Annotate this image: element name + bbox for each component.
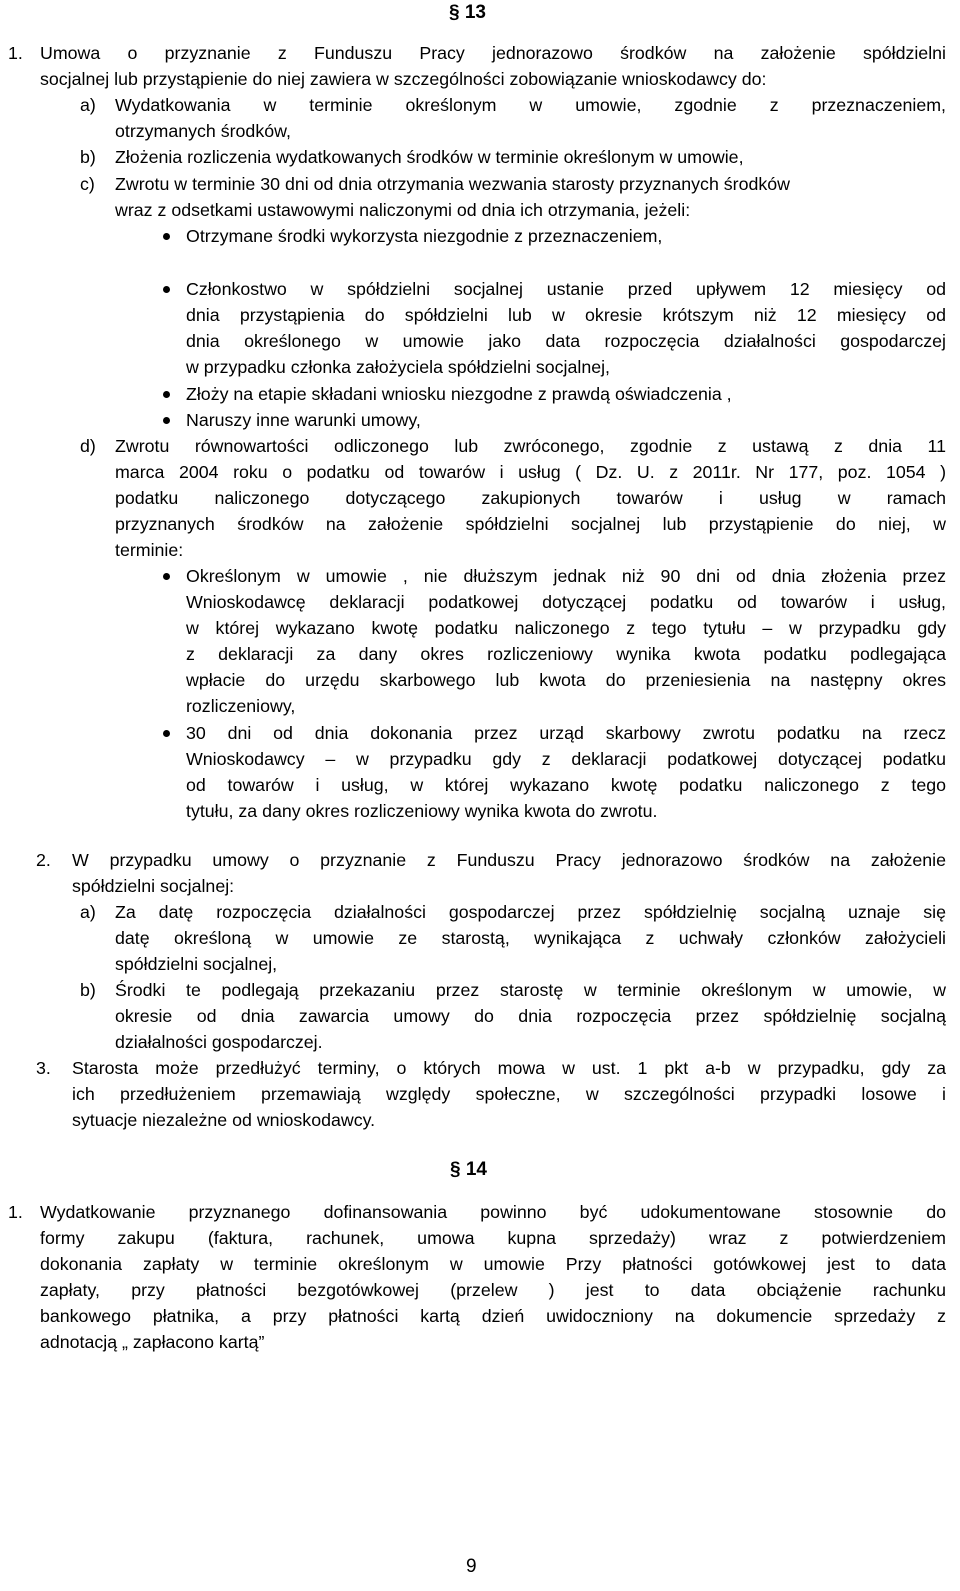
s13-c-bullet2-line2: dnia przystąpienia do spółdzielni lub w okresie krótszym niż 12 miesięcy od [186, 305, 946, 325]
bullet-dot [163, 573, 170, 580]
s13-p1-c-line2: wraz z odsetkami ustawowymi naliczonymi od dnia ich otrzymania, jeżeli: [115, 200, 691, 220]
s13-p1-intro-line2: socjalnej lub przystąpienie do niej zawiera w szczególności zobowiązanie wnioskodawcy do: [40, 69, 767, 89]
s13-d-bullet1-line3: w której wykazano kwotę podatku naliczonego z tego tytułu – w przypadku gdy [186, 618, 946, 638]
s13-p2-line2: spółdzielni socjalnej: [72, 876, 235, 896]
s13-p3-line1: Starosta może przedłużyć terminy, o których mowa w ust. 1 pkt a-b w przypadku, gdy za [72, 1058, 946, 1078]
s13-p1-d-line3: podatku naliczonego dotyczącego zakupionych towarów i usług w ramach [115, 488, 946, 508]
s13-d-bullet2-line2: Wnioskodawcy – w przypadku gdy z deklaracji podatkowej dotyczącej podatku [186, 749, 946, 769]
s14-p1-line2: formy zakupu (faktura, rachunek, umowa kupna sprzedaży) wraz z potwierdzeniem [40, 1228, 946, 1248]
s13-d-bullet2-line1: 30 dni od dnia dokonania przez urząd skarbowy zwrotu podatku na rzecz [186, 723, 946, 743]
s13-p1-c-line1: Zwrotu w terminie 30 dni od dnia otrzymania wezwania starosty przyznanych środków [115, 174, 790, 194]
s13-p2-a-line1: Za datę rozpoczęcia działalności gospodarczej przez spółdzielnię socjalną uznaje się [115, 902, 946, 922]
s13-p2-b-line1: Środki te podlegają przekazaniu przez starostę w terminie określonym w umowie, w [115, 980, 946, 1000]
s14-p1-line6: adnotacją „ zapłacono kartą” [40, 1332, 265, 1352]
s13-p2-b-label: b) [80, 980, 96, 1000]
bullet-dot [163, 391, 170, 398]
s13-d-bullet1-line6: rozliczeniowy, [186, 696, 296, 716]
s13-p1-a-line2: otrzymanych środków, [115, 121, 291, 141]
s14-p1-line3: dokonania zapłaty w terminie określonym w umowie Przy płatności gotówkowej jest to data [40, 1254, 946, 1274]
s13-d-bullet1-line5: wpłacie do urzędu skarbowego lub kwota do przeniesienia na następny okres [186, 670, 946, 690]
bullet-dot [163, 233, 170, 240]
s13-c-bullet3-line1: Złoży na etapie składani wniosku niezgodne z prawdą oświadczenia , [186, 384, 732, 404]
s13-c-bullet1-line1: Otrzymane środki wykorzysta niezgodnie z przeznaczeniem, [186, 226, 663, 246]
s13-d-bullet2-line3: od towarów i usług, w której wykazano kwotę podatku naliczonego z tego [186, 775, 946, 795]
s13-p3-number: 3. [36, 1058, 51, 1078]
bullet-dot [163, 730, 170, 737]
bullet-dot [163, 286, 170, 293]
s13-p1-intro-line1: Umowa o przyznanie z Funduszu Pracy jednorazowo środków na założenie spółdzielni [40, 43, 946, 63]
s14-p1-line5: bankowego płatnika, a przy płatności kartą dzień uwidoczniony na dokumencie sprzedaży z [40, 1306, 946, 1326]
s13-d-bullet1-line2: Wnioskodawcę deklaracji podatkowej dotyczącej podatku od towarów i usług, [186, 592, 946, 612]
s13-p1-d-label: d) [80, 436, 96, 456]
s13-c-bullet2-line3: dnia określonego w umowie jako data rozpoczęcia działalności gospodarczej [186, 331, 946, 351]
s13-p1-a-line1: Wydatkowania w terminie określonym w umowie, zgodnie z przeznaczeniem, [115, 95, 946, 115]
section-14-heading: § 14 [450, 1159, 487, 1180]
s13-c-bullet4-line1: Naruszy inne warunki umowy, [186, 410, 421, 430]
s14-p1-line1: Wydatkowanie przyznanego dofinansowania powinno być udokumentowane stosownie do [40, 1202, 946, 1222]
s13-p2-b-line3: działalności gospodarczej. [115, 1032, 323, 1052]
s13-c-bullet2-line4: w przypadku członka założyciela spółdzielni socjalnej, [186, 357, 610, 377]
s14-p1-line4: zapłaty, przy płatności bezgotówkowej (przelew ) jest to data obciążenie rachunku [40, 1280, 946, 1300]
section-13-heading: § 13 [449, 2, 486, 23]
s13-p1-b-line1: Złożenia rozliczenia wydatkowanych środków w terminie określonym w umowie, [115, 147, 744, 167]
s13-p2-line1: W przypadku umowy o przyznanie z Funduszu Pracy jednorazowo środków na założenie [72, 850, 946, 870]
s13-p1-number: 1. [8, 43, 23, 63]
s13-p1-d-line5: terminie: [115, 540, 184, 560]
page-number: 9 [466, 1556, 477, 1577]
bullet-dot [163, 417, 170, 424]
s13-p1-a-label: a) [80, 95, 96, 115]
s13-p1-d-line4: przyznanych środków na założenie spółdzielni socjalnej lub przystąpienie do niej, w [115, 514, 946, 534]
s13-p2-a-label: a) [80, 902, 96, 922]
s13-p1-c-label: c) [80, 174, 95, 194]
s13-p1-b-label: b) [80, 147, 96, 167]
s13-d-bullet1-line1: Określonym w umowie , nie dłuższym jednak niż 90 dni od dnia złożenia przez [186, 566, 946, 586]
s13-p1-d-line1: Zwrotu równowartości odliczonego lub zwróconego, zgodnie z ustawą z dnia 11 [115, 436, 946, 456]
s13-d-bullet1-line4: z deklaracji za dany okres rozliczeniowy wynika kwota podatku podlegająca [186, 644, 946, 664]
s13-p2-a-line2: datę określoną w umowie ze starostą, wynikająca z uchwały członków założycieli [115, 928, 946, 948]
s13-d-bullet2-line4: tytułu, za dany okres rozliczeniowy wynika kwota do zwrotu. [186, 801, 658, 821]
s14-p1-number: 1. [8, 1202, 23, 1222]
s13-p1-d-line2: marca 2004 roku o podatku od towarów i usług ( Dz. U. z 2011r. Nr 177, poz. 1054 ) [115, 462, 946, 482]
s13-p2-b-line2: okresie od dnia zawarcia umowy do dnia rozpoczęcia przez spółdzielnię socjalną [115, 1006, 946, 1026]
s13-p3-line3: sytuacje niezależne od wnioskodawcy. [72, 1110, 376, 1130]
s13-p3-line2: ich przedłużeniem przemawiają względy społeczne, w szczególności przypadki losowe i [72, 1084, 946, 1104]
s13-p2-a-line3: spółdzielni socjalnej, [115, 954, 278, 974]
s13-c-bullet2-line1: Członkostwo w spółdzielni socjalnej ustanie przed upływem 12 miesięcy od [186, 279, 946, 299]
s13-p2-number: 2. [36, 850, 51, 870]
